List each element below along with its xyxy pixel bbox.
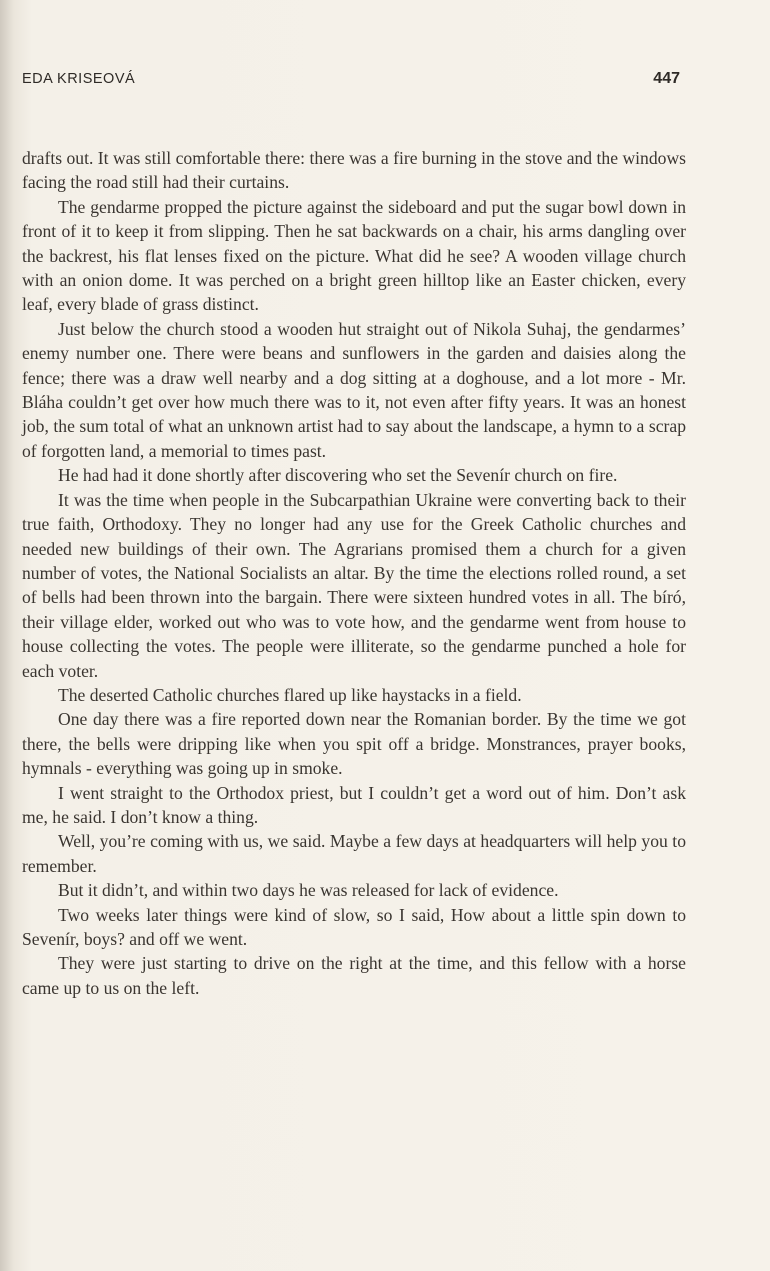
paragraph: Just below the church stood a wooden hut straight out of Nikola Suhaj, the gendarmes’ enemy number one. There were beans and sunflowers in the garden and daisies along the fence; there was a draw well nearby and a dog sitting at a doghouse, and a lot more - Mr. Bláha couldn’t get over how much there was to it, not even after fifty years. It was an honest job, the sum total of what an unknown artist had to say about the landscape, a hymn to a scrap of forgotten land, a memorial to times past. xyxy=(22,318,686,461)
running-head xyxy=(22,70,680,88)
paragraph: But it didn’t, and within two days he was released for lack of evidence. xyxy=(58,880,559,901)
paragraph: He had had it done shortly after discovering who set the Sevenír church on fire. xyxy=(58,465,618,486)
paragraph: The gendarme propped the picture against the sideboard and put the sugar bowl down in front of it to keep it from slipping. Then he sat backwards on a chair, his arms dangling over the backrest, his flat lenses fixed on the picture. What did he see? A wooden village church with an onion dome. It was perched on a bright green hilltop like an Easter chicken, every leaf, every blade of grass distinct. xyxy=(22,196,686,315)
paragraph: Two weeks later things were kind of slow, so I said, How about a little spin down to Sevenír, boys? and off we went. xyxy=(22,904,686,949)
page-number: 447 xyxy=(653,70,680,87)
paragraph: Well, you’re coming with us, we said. Maybe a few days at headquarters will help you to remember. xyxy=(22,831,686,876)
running-head-author: EDA KRISEOVÁ xyxy=(22,71,136,87)
paragraph: It was the time when people in the Subcarpathian Ukraine were converting back to their true faith, Orthodoxy. They no longer had any use for the Greek Catholic churches and needed new buildings of their own. The Agrarians promised them a church for a given number of votes, the National Socialists an altar. By the time the elections rolled round, a set of bells had been thrown into the bargain. There were sixteen hundred votes in all. The bíró, their village elder, worked out who was to vote how, and the gendarme went from house to house collecting the votes. The people were illiterate, so the gendarme punched a hole for each voter. xyxy=(22,489,686,681)
paragraph: The deserted Catholic churches flared up like haystacks in a field. xyxy=(58,684,522,705)
paragraph: One day there was a fire reported down near the Romanian border. By the time we got there, the bells were dripping like when you spit off a bridge. Monstrances, prayer books, hymnals - everything was going up in smoke. xyxy=(22,709,686,779)
paragraph: I went straight to the Orthodox priest, but I couldn’t get a word out of him. Don’t ask me, he said. I don’t know a thing. xyxy=(22,782,686,827)
paragraph: They were just starting to drive on the right at the time, and this fellow with a horse came up to us on the left. xyxy=(22,953,686,998)
body-text xyxy=(22,146,686,1000)
paragraph: drafts out. It was still comfortable there: there was a fire burning in the stove and the windows facing the road still had their curtains. xyxy=(22,148,686,193)
